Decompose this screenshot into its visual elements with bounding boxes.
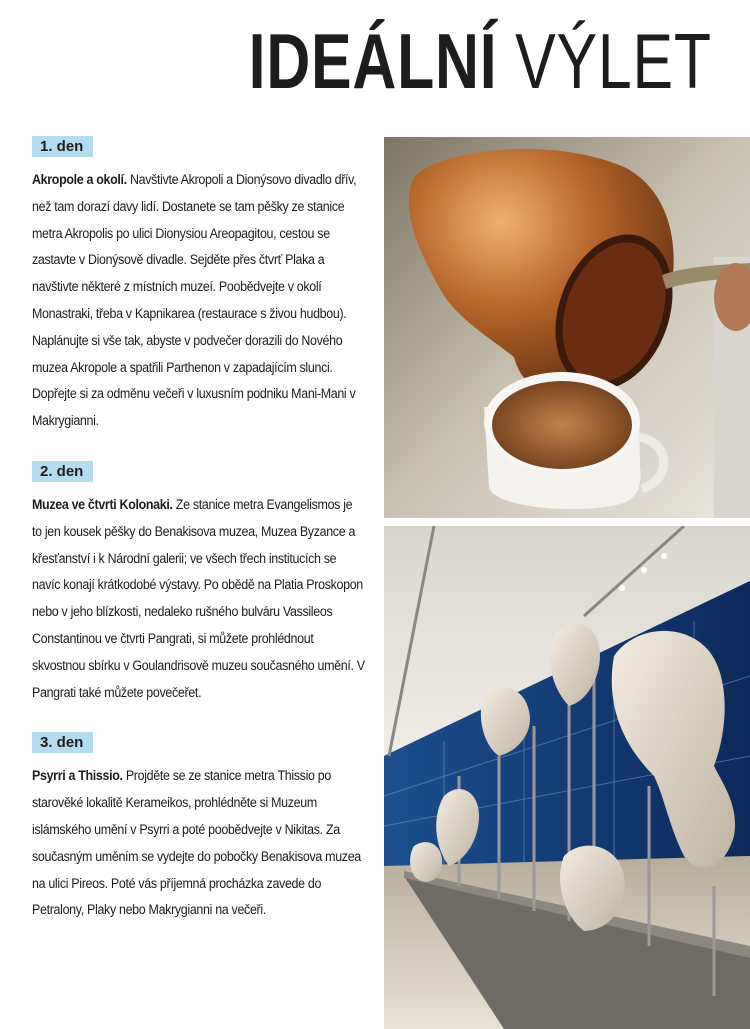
- title-bold: IDEÁLNÍ: [248, 17, 498, 105]
- page-title: [248, 17, 712, 105]
- day-1-text: [32, 167, 365, 435]
- day-1-badge: 1. den: [32, 136, 93, 157]
- coffee-photo: [384, 137, 750, 518]
- day-1-lead: Akropole a okolí.: [32, 172, 127, 187]
- day-3-body: Projděte se ze stanice metra Thissio po starověké lokalitě Kerameikos, prohlédněte si Muzeum islámského umění v Psyrri a poté poobědvejte v Nikitas. Za současným uměním se vydejte do pobočky Benakisova muzea na ulici Pireos. Poté vás příjemná procházka zavede do Petralony, Plaky nebo Makrygianni na večeři.: [32, 768, 361, 918]
- day-2-section: [32, 461, 365, 706]
- day-3-text: [32, 763, 365, 924]
- itinerary-column: [32, 136, 365, 950]
- museum-illustration: [384, 526, 750, 1029]
- museum-photo: [384, 526, 750, 1029]
- day-1-body: Navštivte Akropoli a Dionýsovo divadlo dřív, než tam dorazí davy lidí. Dostanete se tam pěšky ze stanice metra Akropolis po ulici Dionysiou Areopagitou, cestou se zastavte v Dionýsově divadle. Sejděte přes čtvrť Plaka a navštivte některé z místních muzeí. Poobědvejte v okolí Monastraki, třeba v Kapnikarea (restaurace s živou hudbou). Naplánujte si vše tak, abyste v podvečer dorazili do Nového muzea Akropole a spatřili Parthenon v zapadajícím slunci. Dopřejte si za odměnu večeři v luxusním podniku Mani-Mani v Makrygianni.: [32, 172, 357, 429]
- day-1-section: [32, 136, 362, 435]
- day-2-text: [32, 492, 365, 706]
- day-3-section: [32, 732, 362, 924]
- title-light: VÝLET: [515, 17, 712, 105]
- day-3-badge: 3. den: [32, 732, 93, 753]
- coffee-illustration: [384, 137, 750, 518]
- day-3-lead: Psyrri a Thissio.: [32, 768, 123, 784]
- day-2-badge: 2. den: [32, 461, 93, 482]
- day-2-lead: Muzea ve čtvrti Kolonaki.: [32, 496, 173, 512]
- day-2-body: Ze stanice metra Evangelismos je to jen kousek pěšky do Benakisova muzea, Muzea Byzance a křesťanství i k Národní galerii; ve všech třech institucích se navíc konají krátkodobé výstavy. Po obědě na Platia Proskopon nebo v jeho blízkosti, nedaleko rušného bulváru Vassileos Constantinou ve čtvrti Pangrati, si můžete prohlédnout skvostnou sbírku v Goulandrisově muzeu současného umění. V Pangrati také můžete povečeřet.: [32, 496, 365, 700]
